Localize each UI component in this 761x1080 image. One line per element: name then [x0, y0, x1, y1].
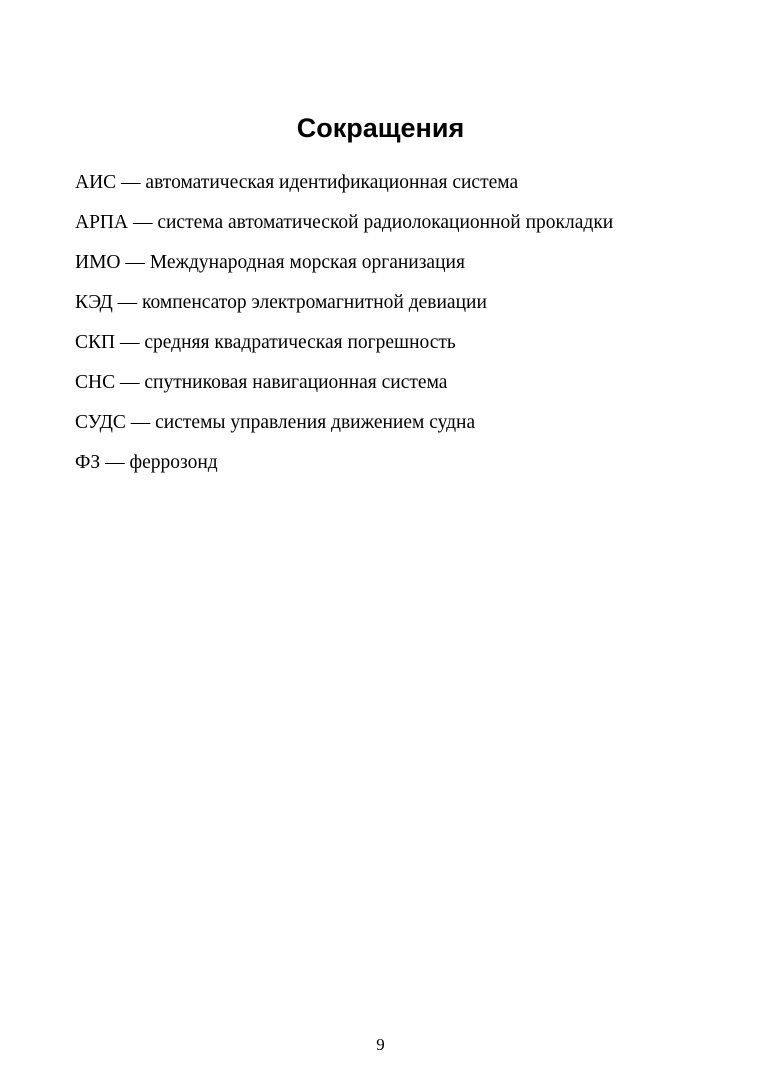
- abbreviation-definition: средняя квадратическая погрешность: [144, 332, 456, 353]
- abbreviation-term: СКП: [75, 332, 116, 353]
- abbreviation-dash: —: [115, 372, 145, 393]
- abbreviation-item: [75, 210, 715, 236]
- abbreviation-item: [75, 290, 715, 316]
- abbreviation-definition: феррозонд: [129, 452, 218, 473]
- abbreviation-item: [75, 330, 715, 356]
- abbreviation-term: ФЗ: [75, 452, 101, 473]
- abbreviation-dash: —: [120, 252, 150, 273]
- abbreviation-term: КЭД: [75, 292, 113, 313]
- abbreviation-item: [75, 250, 715, 276]
- abbreviation-dash: —: [128, 212, 158, 233]
- abbreviation-list: [75, 170, 715, 490]
- abbreviation-item: [75, 170, 715, 196]
- abbreviation-definition: спутниковая навигационная система: [144, 372, 448, 393]
- abbreviation-definition: системы управления движением судна: [155, 412, 476, 433]
- abbreviation-term: АРПА: [75, 212, 129, 233]
- abbreviation-dash: —: [116, 172, 146, 193]
- abbreviation-term: СУДС: [75, 412, 126, 433]
- abbreviation-definition: система автоматической радиолокационной прокладки: [157, 212, 614, 233]
- abbreviation-dash: —: [125, 412, 156, 433]
- page-title: Сокращения: [296, 113, 465, 143]
- abbreviation-definition: компенсатор электромагнитной девиации: [142, 292, 487, 313]
- abbreviation-dash: —: [115, 332, 145, 353]
- abbreviation-term: АИС: [75, 172, 117, 193]
- abbreviation-definition: Международная морская организация: [149, 252, 465, 273]
- abbreviation-item: [75, 370, 715, 396]
- abbreviation-dash: —: [100, 452, 130, 473]
- abbreviation-dash: —: [112, 292, 143, 313]
- abbreviation-term: ИМО: [75, 252, 121, 273]
- page-number: 9: [376, 1035, 385, 1054]
- abbreviation-item: [75, 450, 715, 476]
- abbreviation-term: СНС: [75, 372, 116, 393]
- abbreviation-definition: автоматическая идентификационная система: [145, 172, 519, 193]
- abbreviation-item: [75, 410, 715, 436]
